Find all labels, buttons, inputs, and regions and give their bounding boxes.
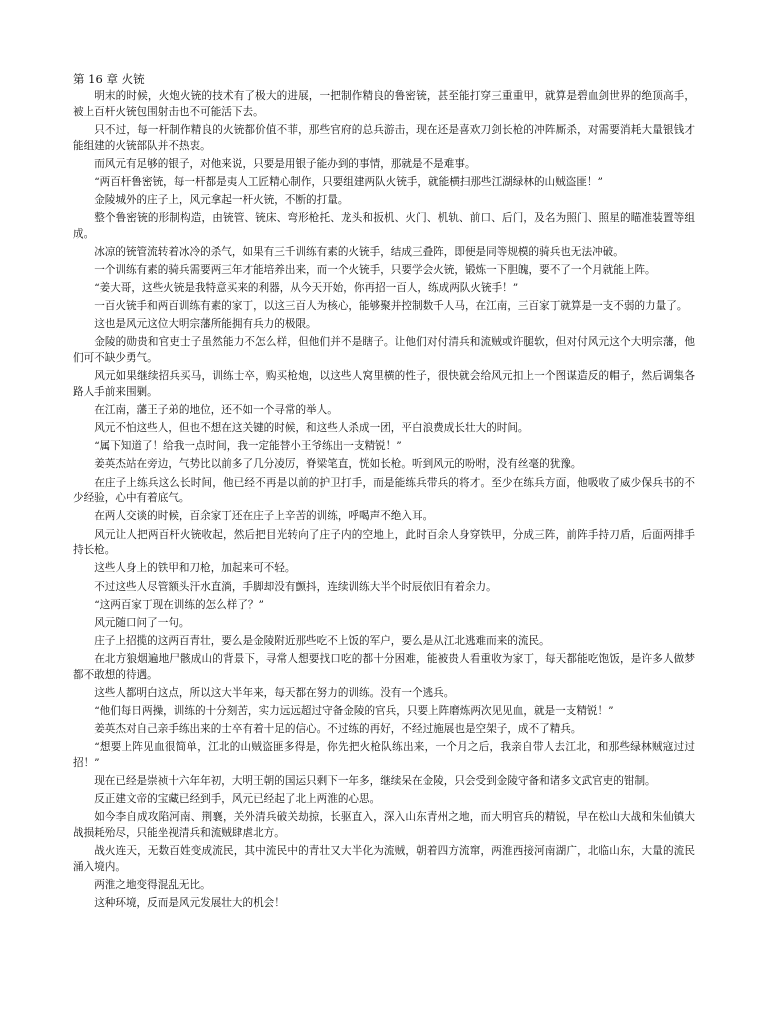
- paragraph: 不过这些人尽管额头汗水直淌，手脚却没有颤抖，连续训练大半个时辰依旧有着余力。: [94, 580, 497, 593]
- paragraph: 姜英杰站在旁边，气势比以前多了几分凌厉，脊梁笔直，恍如长枪。听到风元的吩咐，没有丝毫的犹豫。: [94, 458, 582, 471]
- paragraph: 在北方狼烟遍地尸骸成山的背景下，寻常人想要找口吃的都十分困难，能被贵人看重收为家丁，每天都能吃饱饭，是许多人做梦都不敢想的待遇。: [73, 652, 695, 681]
- paragraph: “想要上阵见血很简单，江北的山贼盗匪多得是，你先把火枪队练出来，一个月之后，我亲自带人去江北，和那些绿林贼寇过过招！”: [73, 741, 695, 769]
- paragraph: “这两百家丁现在训练的怎么样了？”: [94, 598, 264, 611]
- paragraph: 风元随口问了一句。: [94, 616, 190, 629]
- paragraph: “他们每日两操，训练的十分刻苦，实力远远超过守备金陵的官兵，只要上阵磨炼两次见见血，就是一支精锐！”: [94, 704, 614, 717]
- paragraph: 现在已经是崇祯十六年年初，大明王朝的国运只剩下一年多，继续呆在金陵，只会受到金陵守备和诸多文武官吏的钳制。: [94, 774, 656, 787]
- paragraph: 金陵城外的庄子上，风元拿起一杆火铳，不断的打量。: [94, 193, 349, 206]
- paragraph: 姜英杰对自己亲手练出来的士卒有着十足的信心。不过练的再好，不经过施展也是空架子，成不了精兵。: [94, 723, 582, 735]
- paragraph: 反正建文帝的宝藏已经到手，风元已经起了北上两淮的心思。: [94, 793, 381, 806]
- paragraph: 明末的时候，火炮火铳的技术有了极大的进展，一把制作精良的鲁密铳，甚至能打穿三重重甲，就算是碧血剑世界的绝顶高手，被上百杆火铳包围射击也不可能活下去。: [73, 90, 695, 118]
- paragraph: 一百火铳手和两百训练有素的家丁，以这三百人为核心，能够聚并控制数千人马，在江南，三百家丁就算是一支不弱的力量了。: [94, 300, 688, 313]
- paragraph: 风元不怕这些人，但也不想在这关键的时候，和这些人杀成一团，平白浪费成长壮大的时间。: [94, 422, 529, 435]
- document-page: [73, 71, 695, 914]
- paragraph: 两淮之地变得混乱无比。: [94, 878, 211, 891]
- paragraph: 而风元有足够的银子，对他来说，只要是用银子能办到的事情，那就是不是难事。: [94, 157, 476, 170]
- paragraph: 战火连天，无数百姓变成流民，其中流民中的青壮又大半化为流贼，朝着四方流窜，两淮西接河南湖广，北临山东，大量的流民涌入境内。: [73, 845, 695, 873]
- paragraph: 一个训练有素的骑兵需要两三年才能培养出来，而一个火铳手，只要学会火铳，锻炼一下胆魄，要不了一个月就能上阵。: [94, 264, 656, 277]
- paragraph: 风元让人把两百杆火铳收起，然后把目光转向了庄子内的空地上，此时百余人身穿铁甲，分成三阵，前阵手持刀盾，后面两排手持长枪。: [73, 528, 695, 557]
- paragraph: 这也是风元这位大明宗藩所能拥有兵力的极限。: [94, 318, 317, 331]
- paragraph: 冰凉的铳管流转着冰冷的杀气，如果有三千训练有素的火铳手，结成三叠阵，即便是同等规模的骑兵也无法冲破。: [94, 245, 624, 258]
- paragraph: “姜大哥，这些火铳是我特意买来的利器，从今天开始，你再招一百人，练成两队火铳手！”: [94, 282, 519, 295]
- paragraph: 在江南，藩王子弟的地位，还不如一个寻常的举人。: [94, 404, 338, 417]
- paragraph: “属下知道了！给我一点时间，我一定能替小王爷练出一支精锐！”: [94, 440, 402, 453]
- paragraph: “两百杆鲁密铳，每一杆都是夷人工匠精心制作，只要组建两队火铳手，就能横扫那些江湖绿林的山贼盗匪！”: [94, 175, 603, 188]
- paragraph: 金陵的勋贵和官吏士子虽然能力不怎么样，但他们并不是瞎子。让他们对付清兵和流贼或许腿软，但对付风元这个大明宗藩，他们可不缺少勇气。: [73, 336, 695, 365]
- paragraph: 只不过，每一杆制作精良的火铳都价值不菲，那些官府的总兵游击，现在还是喜欢刀剑长枪的冲阵厮杀，对需要消耗大量银钱才能组建的火铳部队并不热衷。: [73, 123, 695, 152]
- paragraph: 这些人都明白这点，所以这大半年来，每天都在努力的训练。没有一个逃兵。: [94, 686, 455, 699]
- paragraph: 整个鲁密铳的形制构造，由铳管、铳床、弯形枪托、龙头和扳机、火门、机轨、前口、后门，及名为照门、照星的瞄准装置等组成。: [73, 212, 695, 240]
- chapter-body: [73, 89, 695, 912]
- paragraph: 在庄子上练兵这么长时间，他已经不再是以前的护卫打手，而是能练兵带兵的将才。至少在练兵方面，他吸收了威少保兵书的不少经验，心中有着底气。: [73, 476, 695, 505]
- paragraph: 风元如果继续招兵买马，训练士卒，购买枪炮，以这些人窝里横的性子，很快就会给风元扣上一个图谋造反的帽子，然后调集各路人手前来围剿。: [73, 370, 695, 399]
- paragraph: 这种环境，反而是风元发展壮大的机会！: [94, 897, 285, 910]
- chapter-title: 第 16 章 火铳: [73, 72, 145, 86]
- paragraph: 这些人身上的铁甲和刀枪，加起来可不轻。: [94, 562, 296, 575]
- paragraph: 如今李自成攻陷河南、荆襄，关外清兵破关劫掠，长驱直入，深入山东青州之地，而大明官兵的精锐，早在松山大战和朱仙镇大战损耗殆尽，只能坐视清兵和流贼肆虐北方。: [73, 811, 695, 839]
- paragraph: 庄子上招揽的这两百青壮，要么是金陵附近那些吃不上饭的军户，要么是从江北逃难而来的流民。: [94, 634, 550, 647]
- paragraph: 在两人交谈的时候，百余家丁还在庄子上辛苦的训练，呼喝声不绝入耳。: [94, 510, 434, 523]
